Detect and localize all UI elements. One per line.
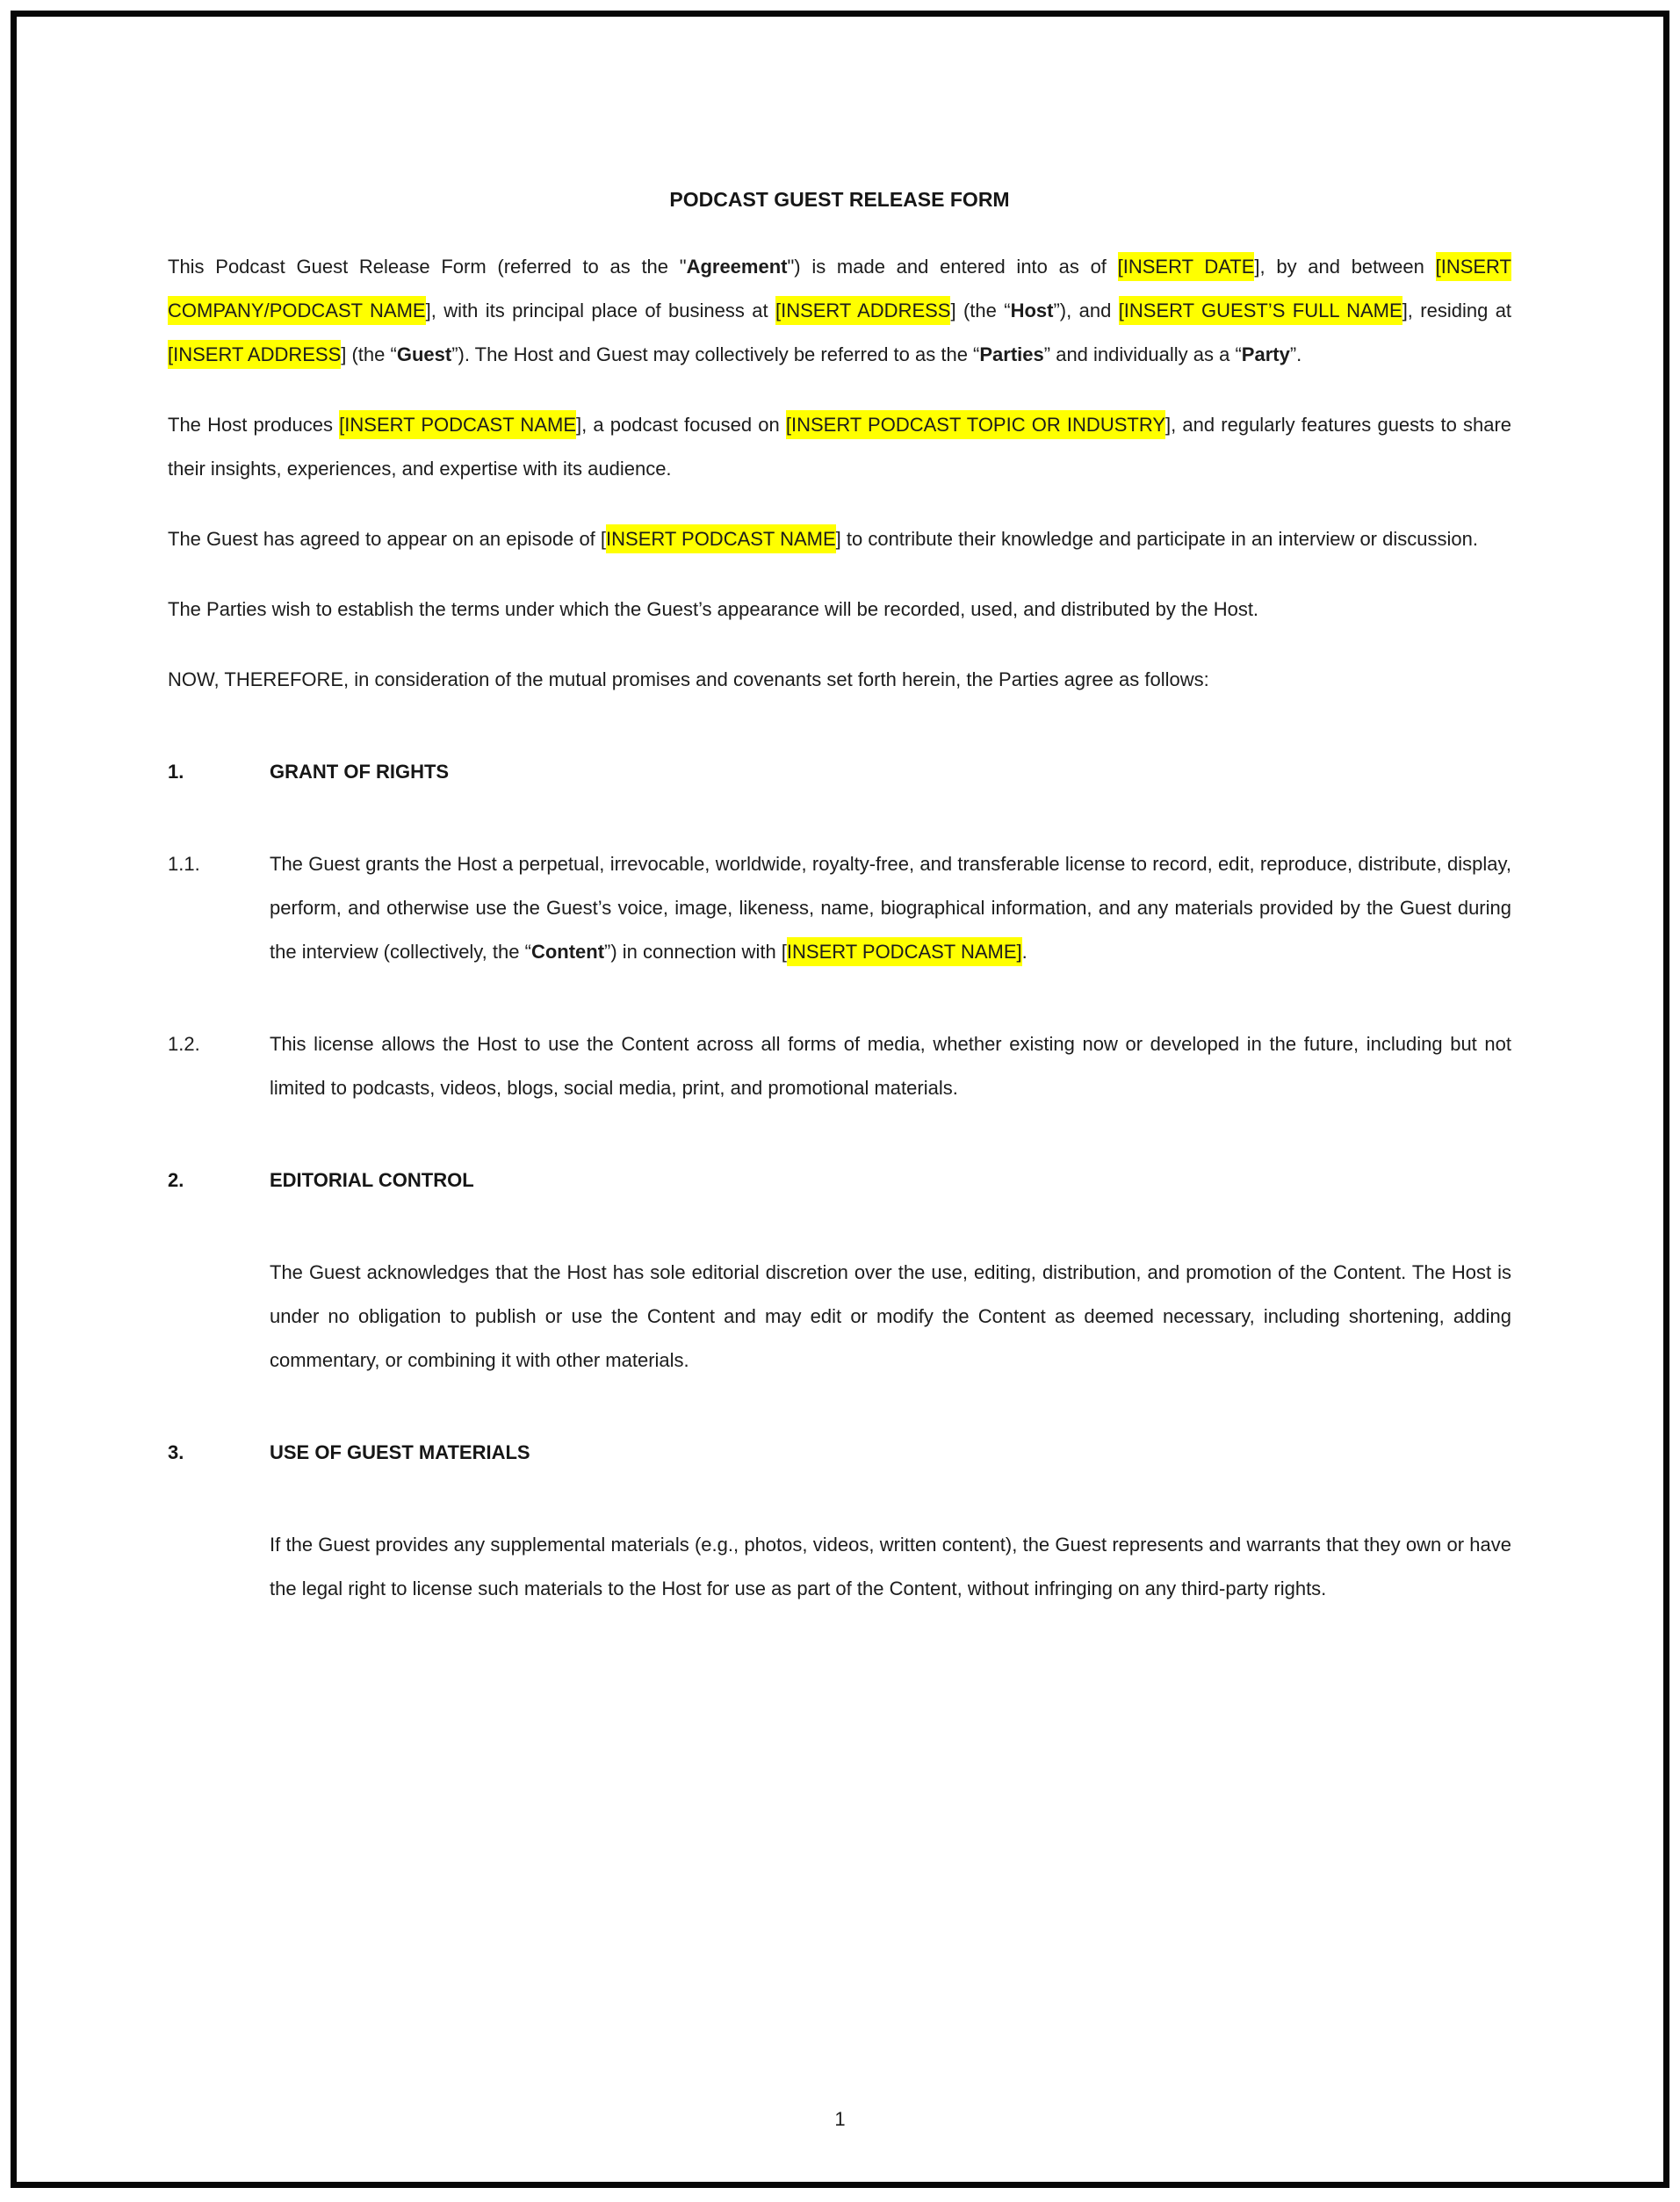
clause-text: [270, 1022, 1511, 1110]
section-number: 2.: [168, 1169, 184, 1192]
text-run: The Guest grants the Host a perpetual, irrevocable, worldwide, royalty-free, and transferable license to record, edit, reproduce, distribute, display, perform, and otherwise use the Guest’s voice, image, likeness, name, biographical information, and any materials provided by the Guest during the interview (collectively, the “: [270, 853, 1511, 964]
clause-text: [270, 842, 1511, 974]
text-run: ”), and: [1053, 300, 1119, 322]
text-run: ”) in connection with [: [604, 941, 787, 964]
text-run: The Guest has agreed to appear on an episode of [: [168, 528, 607, 551]
section-number: 3.: [168, 1441, 184, 1464]
text-run: ”.: [1289, 343, 1302, 366]
paragraph: [168, 658, 1511, 702]
text-run: This license allows the Host to use the Content across all forms of media, whether existing now or developed in the future, including but not limited to podcasts, videos, blogs, social media, print, and promotional materials.: [270, 1033, 1511, 1100]
highlighted-placeholder: [INSERT DATE: [1118, 252, 1255, 281]
highlighted-placeholder: INSERT PODCAST NAME: [606, 524, 836, 553]
highlighted-placeholder: [INSERT GUEST’S FULL NAME: [1119, 296, 1402, 325]
defined-term: Parties: [979, 343, 1044, 366]
section-title: [270, 1431, 1511, 1475]
paragraph: [168, 245, 1511, 377]
text-run: ] (the “: [341, 343, 397, 366]
defined-term: Guest: [396, 343, 452, 366]
clause-number: 1.2.: [168, 1033, 200, 1056]
section-number: 1.: [168, 761, 184, 783]
paragraph: [168, 517, 1511, 561]
text-run: ], with its principal place of business at: [425, 300, 775, 322]
text-run: The Host produces: [168, 414, 340, 437]
text-run: The Parties wish to establish the terms under which the Guest’s appearance will be recorded, used, and distributed by the Host.: [168, 598, 1259, 621]
document-title: PODCAST GUEST RELEASE FORM: [669, 188, 1010, 212]
section-heading: [168, 1431, 1511, 1475]
clause-number: 1.1.: [168, 853, 200, 876]
document-page: [168, 0, 1511, 1611]
paragraph: [270, 1523, 1511, 1611]
text-run: ” and individually as a “: [1043, 343, 1242, 366]
text-run: ") is made and entered into as of: [787, 256, 1118, 278]
section-title: [270, 750, 1511, 794]
paragraph: [270, 1251, 1511, 1383]
text-run: This Podcast Guest Release Form (referred to as the ": [168, 256, 687, 278]
highlighted-placeholder: [INSERT PODCAST NAME: [339, 410, 576, 439]
section-title: [270, 1159, 1511, 1202]
text-run: ”). The Host and Guest may collectively be referred to as the “: [451, 343, 980, 366]
text-run: ], and regularly features guests to share their insights, experiences, and expertise with its audience.: [168, 414, 1512, 480]
defined-term: Host: [1010, 300, 1054, 322]
text-run: ], residing at: [1402, 300, 1512, 322]
text-run: ] (the “: [950, 300, 1011, 322]
highlighted-placeholder: [INSERT ADDRESS: [168, 340, 341, 369]
text-run: If the Guest provides any supplemental materials (e.g., photos, videos, written content), the Guest represents and warrants that they own or have the legal right to license such materials to the Host for use as part of the Content, without infringing on any third-party rights.: [270, 1534, 1511, 1600]
defined-term: Agreement: [686, 256, 788, 278]
text-run: GRANT OF RIGHTS: [270, 761, 450, 783]
text-run: ], by and between: [1254, 256, 1436, 278]
highlighted-placeholder: INSERT PODCAST NAME]: [787, 937, 1022, 966]
highlighted-placeholder: [INSERT ADDRESS: [775, 296, 951, 325]
defined-term: Party: [1241, 343, 1290, 366]
text-run: EDITORIAL CONTROL: [270, 1169, 474, 1192]
numbered-clause: [168, 1022, 1511, 1110]
text-run: The Guest acknowledges that the Host has sole editorial discretion over the use, editing, distribution, and promotion of the Content. The Host is under no obligation to publish or use the Content and may edit or modify the Content as deemed necessary, including shortening, adding commentary, or combining it with other materials.: [270, 1261, 1511, 1372]
highlighted-placeholder: [INSERT PODCAST TOPIC OR INDUSTRY: [786, 410, 1165, 439]
text-run: .: [1021, 941, 1027, 964]
highlighted-placeholder: [INSERT COMPANY/PODCAST NAME: [168, 252, 1511, 325]
document-body: [168, 245, 1511, 1611]
text-run: NOW, THEREFORE, in consideration of the mutual promises and covenants set forth herein, the Parties agree as follows:: [168, 668, 1209, 691]
section-heading: [168, 1159, 1511, 1202]
paragraph: [168, 403, 1511, 491]
paragraph: [168, 588, 1511, 632]
section-heading: [168, 750, 1511, 794]
page-number: 1: [834, 2108, 846, 2130]
text-run: ], a podcast focused on: [576, 414, 786, 437]
text-run: USE OF GUEST MATERIALS: [270, 1441, 530, 1464]
text-run: ] to contribute their knowledge and participate in an interview or discussion.: [835, 528, 1478, 551]
numbered-clause: [168, 842, 1511, 974]
defined-term: Content: [530, 941, 605, 964]
